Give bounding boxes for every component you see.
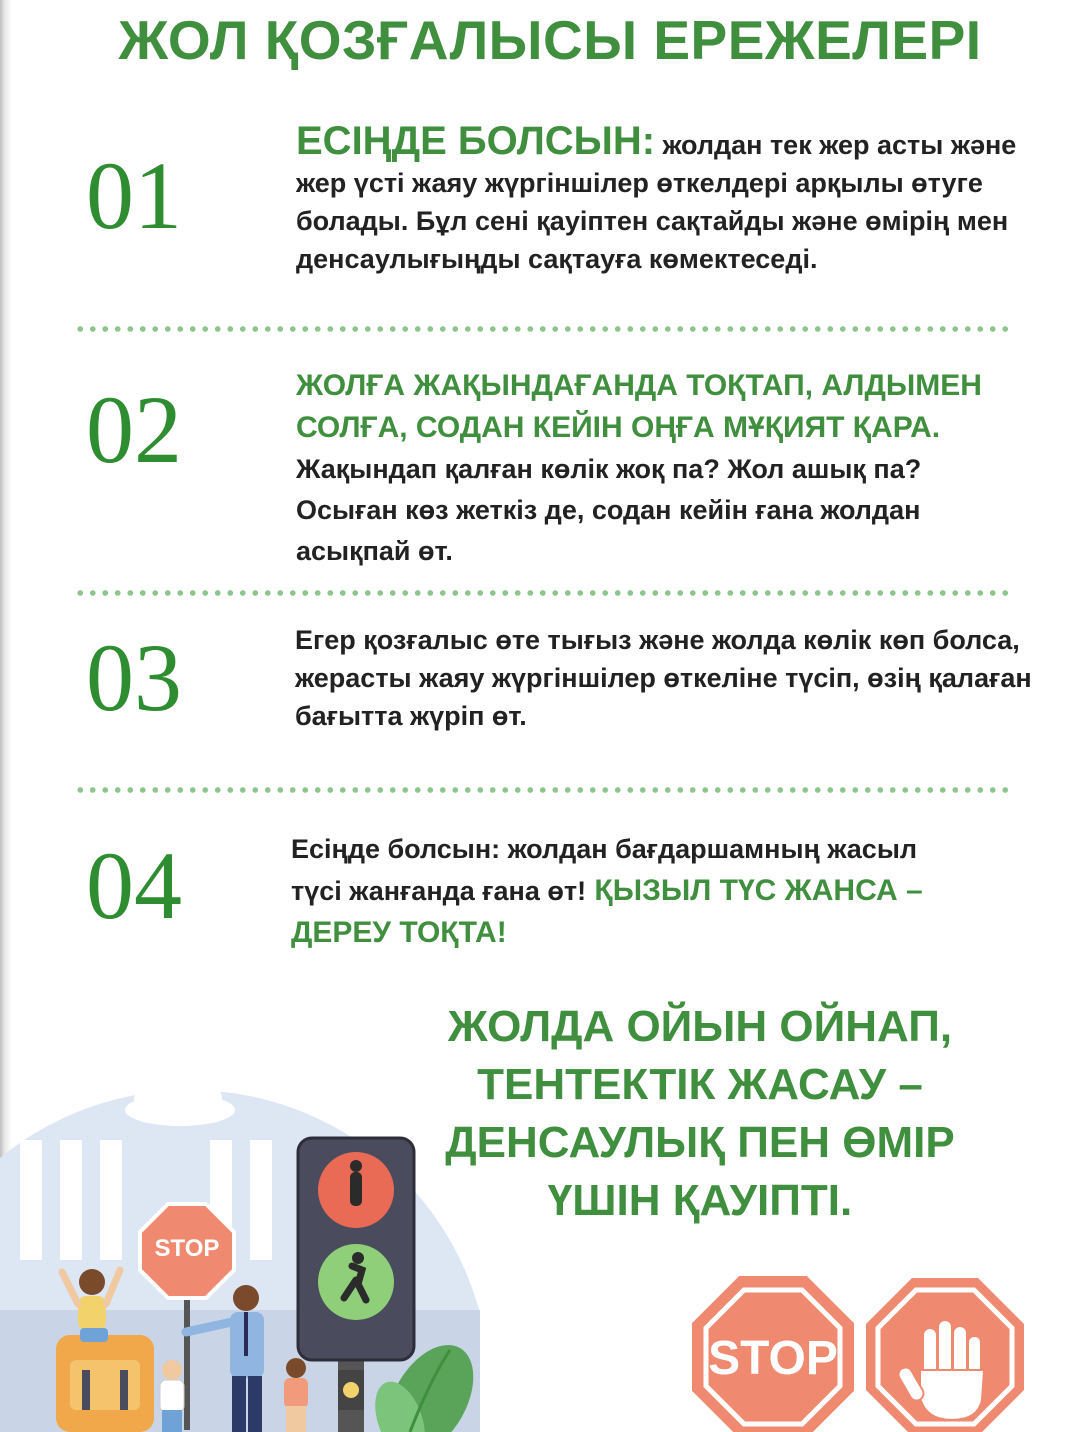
rule-1-highlight: ЕСІҢДЕ БОЛСЫН:	[296, 119, 656, 163]
safety-slogan	[420, 998, 980, 1230]
rule-4-highlight: ҚЫЗЫЛ ТҮС ЖАНСА – ДЕРЕУ ТОҚТА!	[291, 874, 923, 949]
page-title: ЖОЛ ҚОЗҒАЛЫСЫ ЕРЕЖЕЛЕРІ	[118, 9, 982, 71]
rule-1-body: жолдан тек жер асты және жер үсті жаяу жүргіншілер өткелдері арқылы өтуге болады. Бұл сені қауіптен сақтайды және өмірің мен денсаулығыңды сақтауға көмектеседі.	[296, 130, 1017, 274]
rule-2-highlight: ЖОЛҒА ЖАҚЫНДАҒАНДА ТОҚТАП, АЛДЫМЕН СОЛҒА, СОДАН КЕЙІН ОҢҒА МҰҚИЯТ ҚАРА.	[296, 369, 982, 444]
slogan-line-2: ТЕНТЕКТІК ЖАСАУ –	[477, 1060, 923, 1109]
stop-signs-large	[690, 1270, 1080, 1432]
crossing-illustration	[0, 1060, 480, 1432]
rule-2-body: Жақындап қалған көлік жоқ па? Жол ашық па? Осыған көз жеткіз де, содан кейін ғана жолдан асықпай өт.	[296, 454, 922, 566]
rule-1-number: 01	[86, 142, 182, 249]
rule-2-number: 02	[86, 376, 182, 483]
clouds	[125, 1082, 235, 1126]
stop-hand-icon	[866, 1278, 1024, 1432]
rule-3-body: Егер қозғалыс өте тығыз және жолда көлік көп болса, жерасты жаяу жүргіншілер өткеліне түсіп, өзің қалаған бағытта жүріп өт.	[295, 625, 1032, 731]
slogan-line-4: ҮШІН ҚАУІПТІ.	[547, 1176, 853, 1225]
slogan-line-1: ЖОЛДА ОЙЫН ОЙНАП,	[447, 1002, 953, 1051]
stop-octagon-text: STOP	[708, 1332, 838, 1385]
divider-2	[74, 589, 1014, 597]
rule-4-text	[291, 828, 951, 954]
stop-octagon-icon	[694, 1278, 852, 1432]
rule-4-number: 04	[86, 832, 182, 939]
rule-3-text	[295, 621, 1035, 735]
divider-1	[74, 325, 1014, 333]
slogan-line-3: ДЕНСАУЛЫҚ ПЕН ӨМІР	[445, 1118, 955, 1167]
divider-3	[74, 786, 1014, 794]
rule-1-text	[296, 120, 1036, 278]
rule-3-number: 03	[86, 624, 182, 731]
rule-2-text	[296, 365, 1016, 572]
stop-sign-small-text: STOP	[154, 1235, 220, 1262]
rule-4-body: Есіңде болсын: жолдан бағдаршамның жасыл түсі жанғанда ғана өт!	[291, 834, 918, 906]
